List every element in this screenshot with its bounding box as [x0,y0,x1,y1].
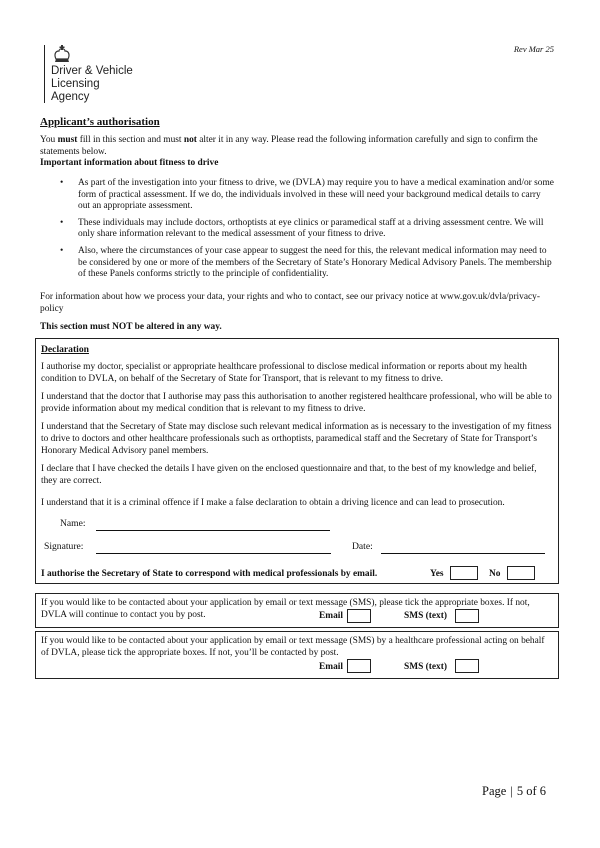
bullet-icon: • [60,245,64,256]
declaration-paragraph: I declare that I have checked the details I have given on the enclosed questionnaire and that, to the best of my knowledge and belief, they are correct. [41,464,537,486]
page-footer [482,784,546,799]
name-label: Name: [60,518,86,529]
info-bullet-list [40,178,554,286]
sms-checkbox[interactable] [455,609,479,623]
yes-label: Yes [430,569,444,579]
email-checkbox[interactable] [347,659,371,673]
sms-label: SMS (text) [404,662,447,672]
not-altered-warning: This section must NOT be altered in any way. [40,322,222,332]
page-separator: | [510,784,513,798]
bullet-item [40,178,554,213]
important-heading: Important information about fitness to drive [40,158,219,168]
email-label: Email [319,662,343,672]
contact-dvla-box [35,593,559,628]
bullet-icon: • [60,178,64,188]
signature-label: Signature: [44,541,84,552]
declaration-paragraph: I authorise my doctor, specialist or appropriate healthcare professional to disclose medical information or reports about my health condition to DVLA, on behalf of the Secretary of State for Transport, that is relevant to my fitness to drive. [41,362,527,384]
revision-label: Rev Mar 25 [513,44,554,54]
declaration-box [35,338,559,584]
declaration-paragraph: I understand that the Secretary of State may disclose such relevant medical information as is necessary to the investigation of my fitness to drive to doctors and other healthcare professionals such as orthoptists, paramedical staff and the Secretary of State for Transport’s Honorary Medical Advisory panel members. [41,422,552,456]
declaration-paragraph: I understand that the doctor that I authorise may pass this authorisation to another registered healthcare professional, who will be able to provide information about my medical condition that is relevant to my fitness to drive. [41,392,552,414]
date-field[interactable] [381,553,545,554]
sms-label: SMS (text) [404,611,447,621]
page-number: 5 of 6 [516,784,546,798]
signature-field[interactable] [96,553,331,554]
yes-checkbox[interactable] [450,566,478,580]
contact-dvla-text: If you would like to be contacted about your application by email or text message (SMS), please tick the appropriate boxes. If not, DVLA will continue to contact you by post. [41,598,530,620]
agency-line-3: Agency [51,91,90,103]
bullet-text: Also, where the circumstances of your case appear to suggest the need for this, the relevant medical information may need to be considered by one or more of the members of the Secretary of State’s Honorary Medical Advisory Panels. The membership of these Panels conforms strictly to the principle of confidentiality. [78,245,552,280]
name-field[interactable] [96,530,330,531]
date-label: Date: [352,541,373,552]
page-label: Page [482,784,507,798]
authorise-email-text: I authorise the Secretary of State to correspond with medical professionals by email. [41,569,378,579]
dvla-logo [44,45,133,103]
bullet-text: These individuals may include doctors, orthoptists at eye clinics or paramedical staff at a driving assessment centre. We will only share information relevant to the medical assessment of your fitness to drive. [78,217,544,240]
agency-line-1: Driver & Vehicle [51,65,133,77]
bullet-item [40,218,554,241]
declaration-paragraph: I understand that it is a criminal offence if I make a false declaration to obtain a driving licence and can lead to prosecution. [41,498,505,508]
intro-text [40,134,555,158]
intro-pre: You [40,135,58,145]
bullet-icon: • [60,217,64,228]
intro-must: must [57,135,78,145]
privacy-notice: For information about how we process your data, your rights and who to contact, see our privacy notice at www.gov.uk/dvla/privacy-policy [40,292,540,314]
royal-crest-icon [51,45,73,63]
no-checkbox[interactable] [507,566,535,580]
sms-checkbox[interactable] [455,659,479,673]
intro-post: alter it in any way. Please read the following information carefully and sign to confirm the statements below. [40,135,538,157]
intro-mid: fill in this section and must [77,135,184,145]
agency-name [51,65,133,104]
contact-hcp-box [35,631,559,679]
section-title: Applicant’s authorisation [40,116,160,128]
contact-hcp-text: If you would like to be contacted about your application by email or text message (SMS) by a healthcare professional acting on behalf of DVLA, please tick the appropriate boxes. If not, you’ll be contacted by post. [41,636,545,658]
intro-not: not [183,135,197,145]
no-label: No [489,569,501,579]
email-label: Email [319,611,343,621]
agency-line-2: Licensing [51,78,100,90]
bullet-text: As part of the investigation into your fitness to drive, we (DVLA) may require you to have a medical examination and/or some form of practical assessment. If we do, the individuals involved in these will need your background medical details to carry out an appropriate assessment. [78,178,554,212]
email-checkbox[interactable] [347,609,371,623]
bullet-item [40,246,554,281]
declaration-title: Declaration [41,344,89,355]
